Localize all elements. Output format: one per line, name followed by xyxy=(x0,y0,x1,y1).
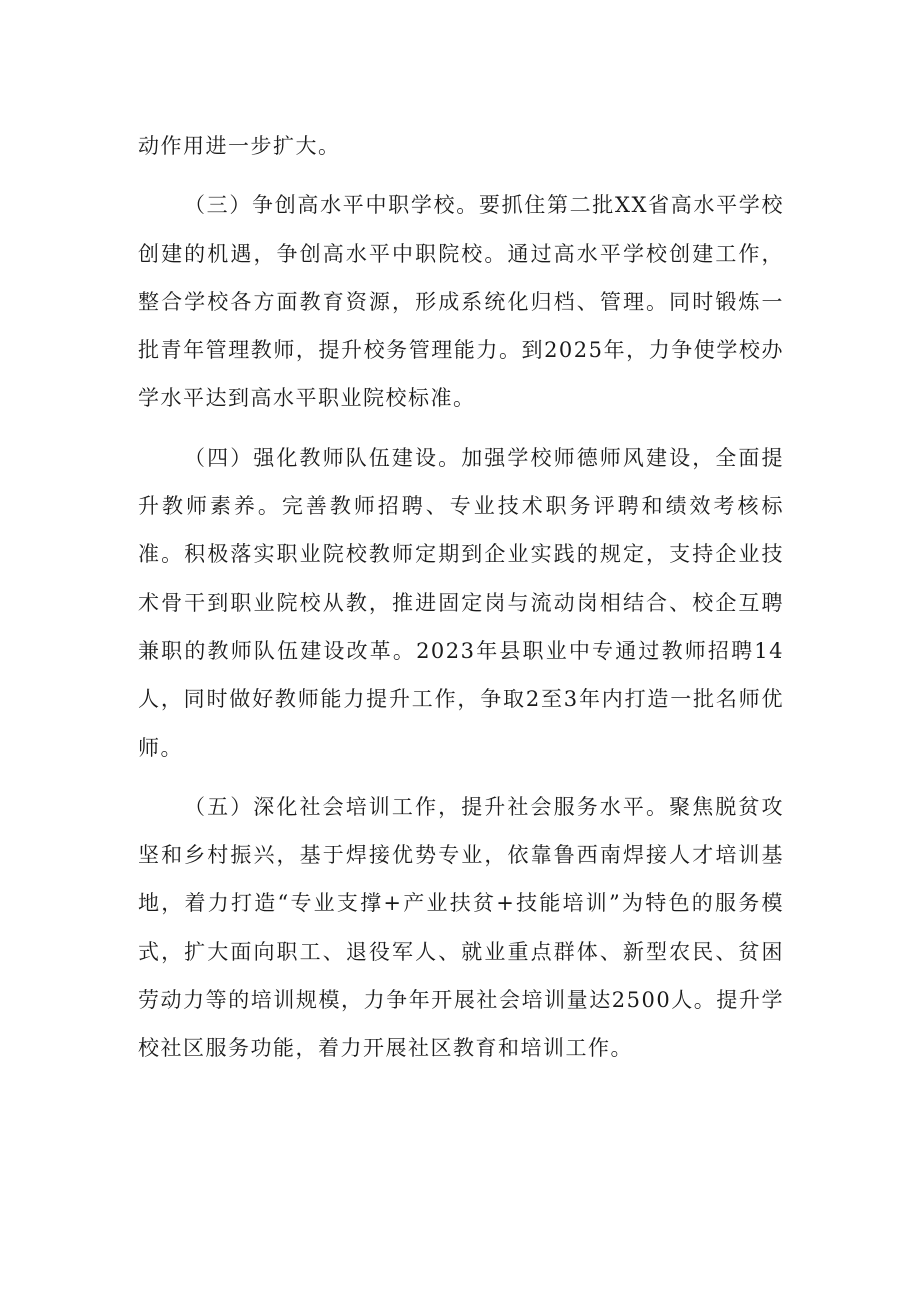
paragraph-section-4: （四）强化教师队伍建设。加强学校师德师风建设，全面提升教师素养。完善教师招聘、专业技术职务评聘和绩效考核标准。积极落实职业院校教师定期到企业实践的规定，支持企业技术骨干到职业院校从教，推进固定岗与流动岗相结合、校企互聘兼职的教师队伍建设改革。2023年县职业中专通过教师招聘14人，同时做好教师能力提升工作，争取2至3年内打造一批名师优师。 xyxy=(138,445,784,760)
paragraph-continuation: 动作用进一步扩大。 xyxy=(138,134,341,158)
document-body xyxy=(138,122,784,1073)
paragraph-section-5: （五）深化社会培训工作，提升社会服务水平。聚焦脱贫攻坚和乡村振兴，基于焊接优势专业，依靠鲁西南焊接人才培训基地，着力打造“专业支撑+产业扶贫+技能培训”为特色的服务模式，扩大面向职工、退役军人、就业重点群体、新型农民、贫困劳动力等的培训规模，力争年开展社会培训量达2500人。提升学校社区服务功能，着力开展社区教育和培训工作。 xyxy=(138,794,784,1061)
paragraph-section-3: （三）争创高水平中职学校。要抓住第二批XX省高水平学校创建的机遇，争创高水平中职院校。通过高水平学校创建工作，整合学校各方面教育资源，形成系统化归档、管理。同时锻炼一批青年管理教师，提升校务管理能力。到2025年，力争使学校办学水平达到高水平职业院校标准。 xyxy=(138,193,784,411)
